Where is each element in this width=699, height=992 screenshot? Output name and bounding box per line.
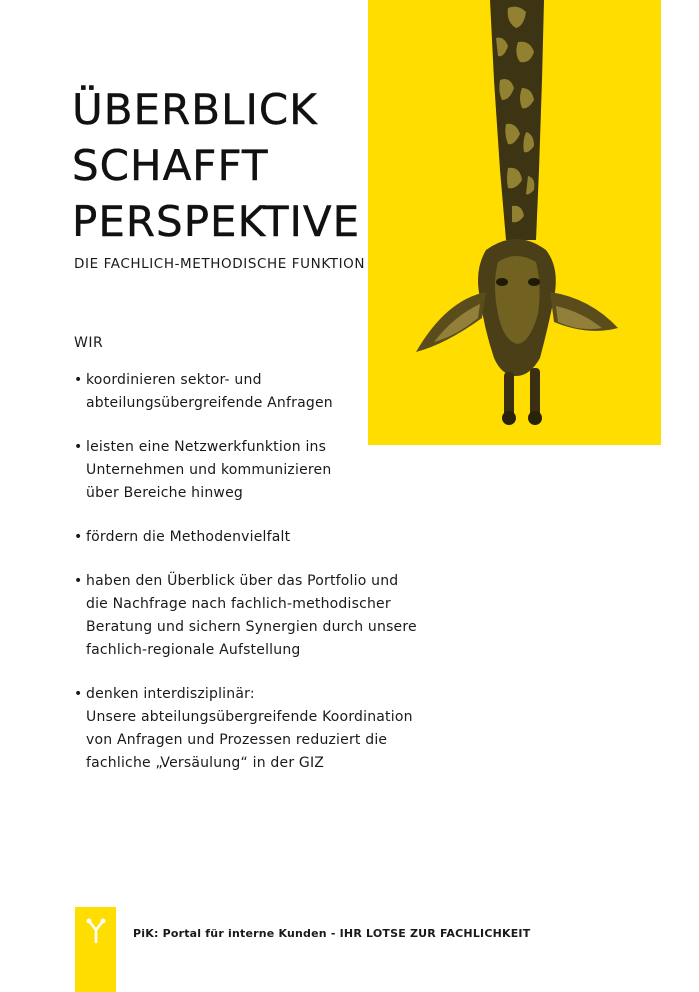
bullet-line: Unsere abteilungsübergreifende Koordination — [86, 709, 413, 725]
intro-label: WIR — [74, 335, 104, 351]
list-item — [74, 369, 414, 415]
headline — [72, 82, 360, 250]
bullet-line: von Anfragen und Prozessen reduziert die — [86, 732, 388, 748]
bullet-dot: • — [74, 372, 83, 388]
list-item — [74, 436, 414, 505]
bullet-dot: • — [74, 529, 83, 545]
bullet-line: Beratung und sichern Synergien durch unsere — [86, 619, 417, 635]
list-item — [74, 683, 414, 775]
bullet-line: abteilungsübergreifende Anfragen — [86, 395, 333, 411]
y-logo-icon — [86, 918, 106, 944]
bullet-line: die Nachfrage nach fachlich-methodischer — [86, 596, 391, 612]
bullet-line: koordinieren sektor- und — [86, 372, 262, 388]
bullet-line: haben den Überblick über das Portfolio und — [86, 573, 399, 589]
bullet-line: über Bereiche hinweg — [86, 485, 243, 501]
list-item — [74, 526, 414, 549]
bullet-dot: • — [74, 686, 83, 702]
bullet-line: leisten eine Netzwerkfunktion ins — [86, 439, 327, 455]
bullet-line: denken interdisziplinär: — [86, 686, 255, 702]
footer-text: PiK: Portal für interne Kunden - IHR LOTSE ZUR FACHLICHKEIT — [133, 927, 531, 940]
list-item — [74, 570, 417, 662]
footer-tab — [75, 907, 116, 992]
bullet-line: Unternehmen und kommunizieren — [86, 462, 332, 478]
bullet-line: fördern die Methodenvielfalt — [86, 529, 291, 545]
bullet-list — [74, 369, 417, 796]
headline-line-2: SCHAFFT — [72, 141, 269, 190]
bullet-dot: • — [74, 573, 83, 589]
subheadline: DIE FACHLICH-METHODISCHE FUNKTION — [74, 256, 366, 272]
bullet-line: fachliche „Versäulung“ in der GIZ — [86, 755, 325, 771]
headline-line-1: ÜBERBLICK — [72, 85, 318, 134]
bullet-dot: • — [74, 439, 83, 455]
headline-line-3: PERSPEKTIVE — [72, 197, 361, 246]
bullet-line: fachlich-regionale Aufstellung — [86, 642, 301, 658]
